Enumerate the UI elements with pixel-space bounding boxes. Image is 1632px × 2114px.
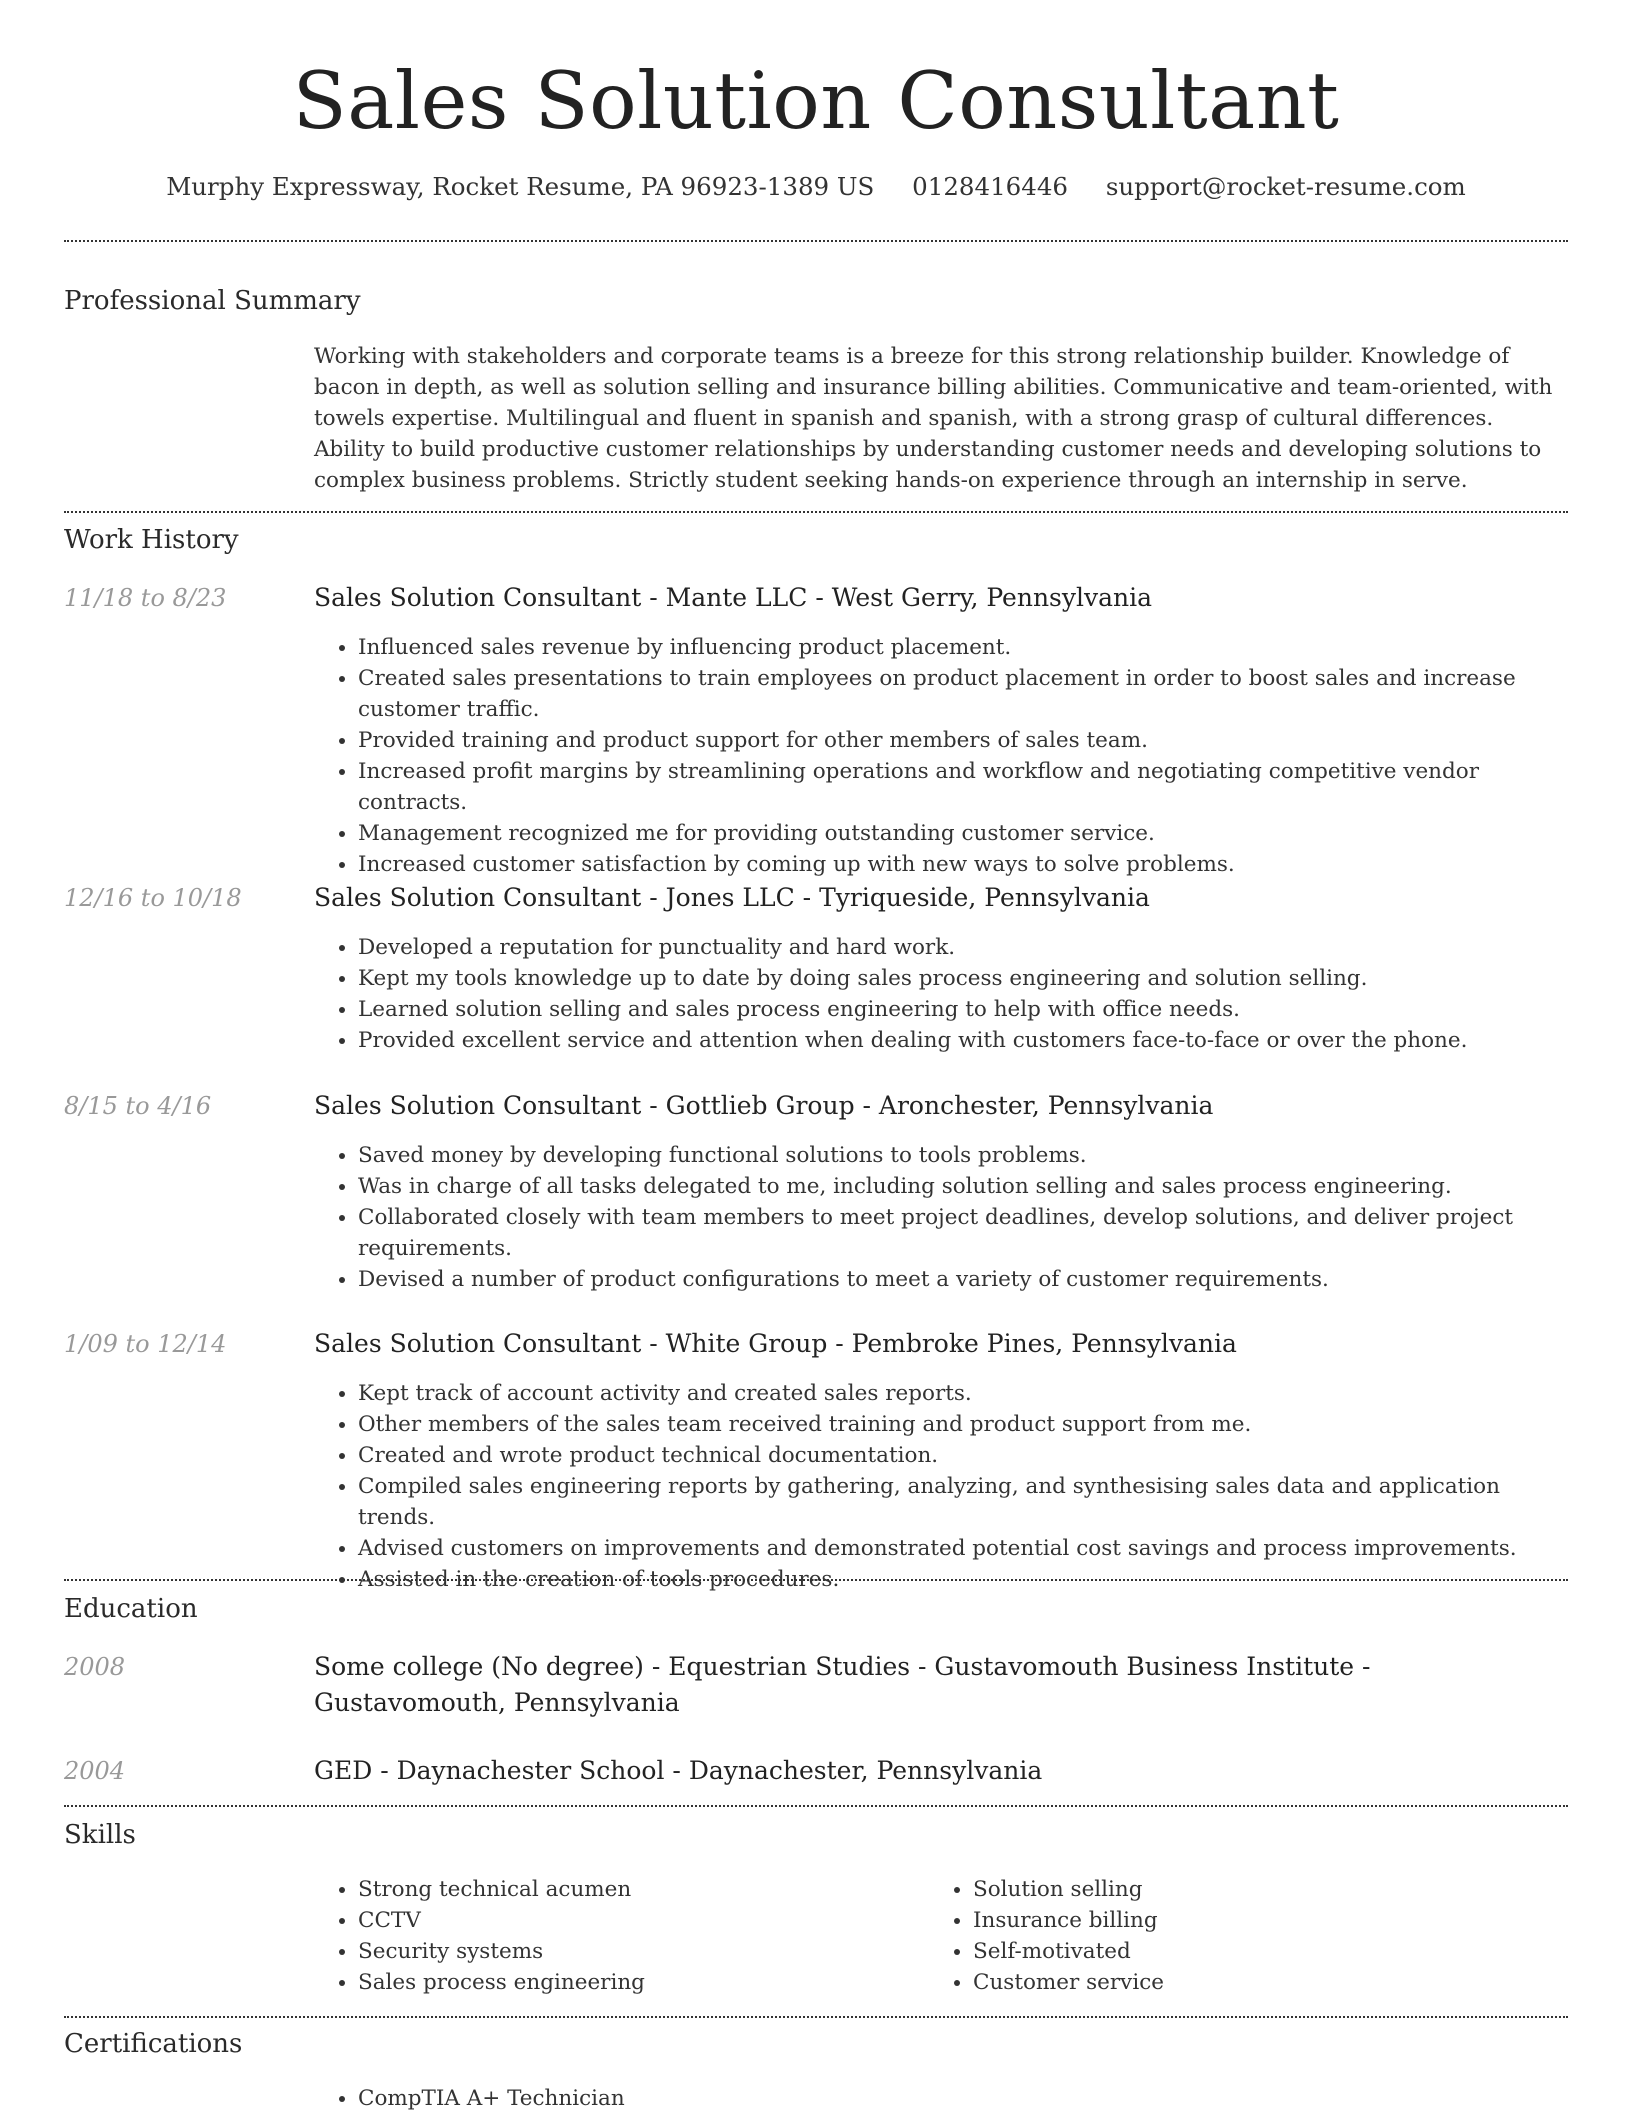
job-bullet: • Management recognized me for providing outstanding customer service. <box>358 818 1568 849</box>
job-bullet: • Created and wrote product technical documentation. <box>358 1440 1568 1471</box>
job-dates: 1/09 to 12/14 <box>64 1330 227 1358</box>
contact-email: support@rocket-resume.com <box>1105 172 1466 201</box>
skill-item: • CCTV <box>358 1905 914 1936</box>
resume-name: Sales Solution Consultant <box>292 55 1340 147</box>
job-bullet: • Assisted in the creation of tools procedures. <box>358 1564 1568 1595</box>
skill-item: • Security systems <box>358 1936 914 1967</box>
certification-item: • CompTIA A+ Technician <box>358 2083 1568 2114</box>
contact-address: Murphy Expressway, Rocket Resume, PA 96923-1389 US <box>166 172 875 201</box>
education-entry: Some college (No degree) - Equestrian Studies - Gustavomouth Business Institute - Gustavomouth, Pennsylvania <box>314 1652 1371 1717</box>
summary-text: Working with stakeholders and corporate teams is a breeze for this strong relationship builder. Knowledge of bacon in depth, as well as solution selling and insurance billing abilities. Communicative and team-oriented, with towels expertise. Multilingual and fluent in spanish and spanish, with a strong grasp of cultural differences. Ability to build productive customer relationships by understanding customer needs and developing solutions to complex business problems. Strictly student seeking hands-on experience through an internship in serve. <box>314 344 1553 493</box>
job-dates: 8/15 to 4/16 <box>64 1092 212 1120</box>
skills-list-left <box>314 1874 914 1998</box>
job-bullet: • Devised a number of product configurations to meet a variety of customer requirements. <box>358 1264 1568 1295</box>
skills-heading: Skills <box>64 1820 136 1850</box>
education-heading: Education <box>64 1594 198 1624</box>
skill-item: • Self-motivated <box>973 1936 1529 1967</box>
job-title: Sales Solution Consultant - Jones LLC - Tyriqueside, Pennsylvania <box>314 883 1150 912</box>
job-title: Sales Solution Consultant - White Group - Pembroke Pines, Pennsylvania <box>314 1329 1237 1358</box>
job-bullet: • Kept my tools knowledge up to date by doing sales process engineering and solution selling. <box>358 963 1568 994</box>
job-bullets <box>314 632 1568 880</box>
summary-heading: Professional Summary <box>64 286 361 316</box>
skill-item: • Customer service <box>973 1967 1529 1998</box>
job-bullet: • Learned solution selling and sales process engineering to help with office needs. <box>358 994 1568 1025</box>
divider <box>64 511 1568 513</box>
divider <box>64 1579 1568 1581</box>
skills-list-right <box>929 1874 1529 1998</box>
job-bullet: • Other members of the sales team received training and product support from me. <box>358 1409 1568 1440</box>
job-bullet: • Kept track of account activity and created sales reports. <box>358 1378 1568 1409</box>
contact-phone: 0128416446 <box>912 172 1069 201</box>
job-title: Sales Solution Consultant - Mante LLC - West Gerry, Pennsylvania <box>314 583 1153 612</box>
skill-item: • Sales process engineering <box>358 1967 914 1998</box>
work-history-heading: Work History <box>64 525 239 555</box>
job-bullets <box>314 1378 1568 1595</box>
skill-item: • Strong technical acumen <box>358 1874 914 1905</box>
job-title: Sales Solution Consultant - Gottlieb Group - Aronchester, Pennsylvania <box>314 1091 1214 1120</box>
job-bullets <box>314 1140 1568 1295</box>
certifications-heading: Certifications <box>64 2029 243 2059</box>
job-bullet: • Created sales presentations to train employees on product placement in order to boost sales and increase customer traffic. <box>358 663 1568 725</box>
education-entry: GED - Daynachester School - Daynachester, Pennsylvania <box>314 1756 1043 1785</box>
skill-item: • Solution selling <box>973 1874 1529 1905</box>
job-bullet: • Developed a reputation for punctuality and hard work. <box>358 932 1568 963</box>
job-dates: 12/16 to 10/18 <box>64 884 242 912</box>
job-bullet: • Increased customer satisfaction by coming up with new ways to solve problems. <box>358 849 1568 880</box>
job-bullet: • Compiled sales engineering reports by gathering, analyzing, and synthesising sales data and application trends. <box>358 1471 1568 1533</box>
education-year: 2004 <box>64 1757 126 1785</box>
job-bullets <box>314 932 1568 1056</box>
job-bullet: • Provided training and product support for other members of sales team. <box>358 725 1568 756</box>
divider <box>64 240 1568 242</box>
job-bullet: • Saved money by developing functional solutions to tools problems. <box>358 1140 1568 1171</box>
education-year: 2008 <box>64 1653 126 1681</box>
job-bullet: • Was in charge of all tasks delegated to me, including solution selling and sales process engineering. <box>358 1171 1568 1202</box>
job-bullet: • Influenced sales revenue by influencing product placement. <box>358 632 1568 663</box>
divider <box>64 1805 1568 1807</box>
skill-item: • Insurance billing <box>973 1905 1529 1936</box>
contact-line <box>0 170 1632 204</box>
job-bullet: • Advised customers on improvements and demonstrated potential cost savings and process improvements. <box>358 1533 1568 1564</box>
job-bullet: • Provided excellent service and attention when dealing with customers face-to-face or over the phone. <box>358 1025 1568 1056</box>
job-bullet: • Collaborated closely with team members to meet project deadlines, develop solutions, and deliver project requirements. <box>358 1202 1568 1264</box>
job-dates: 11/18 to 8/23 <box>64 584 227 612</box>
certifications-list <box>314 2083 1568 2114</box>
job-bullet: • Increased profit margins by streamlining operations and workflow and negotiating competitive vendor contracts. <box>358 756 1568 818</box>
divider <box>64 2016 1568 2018</box>
